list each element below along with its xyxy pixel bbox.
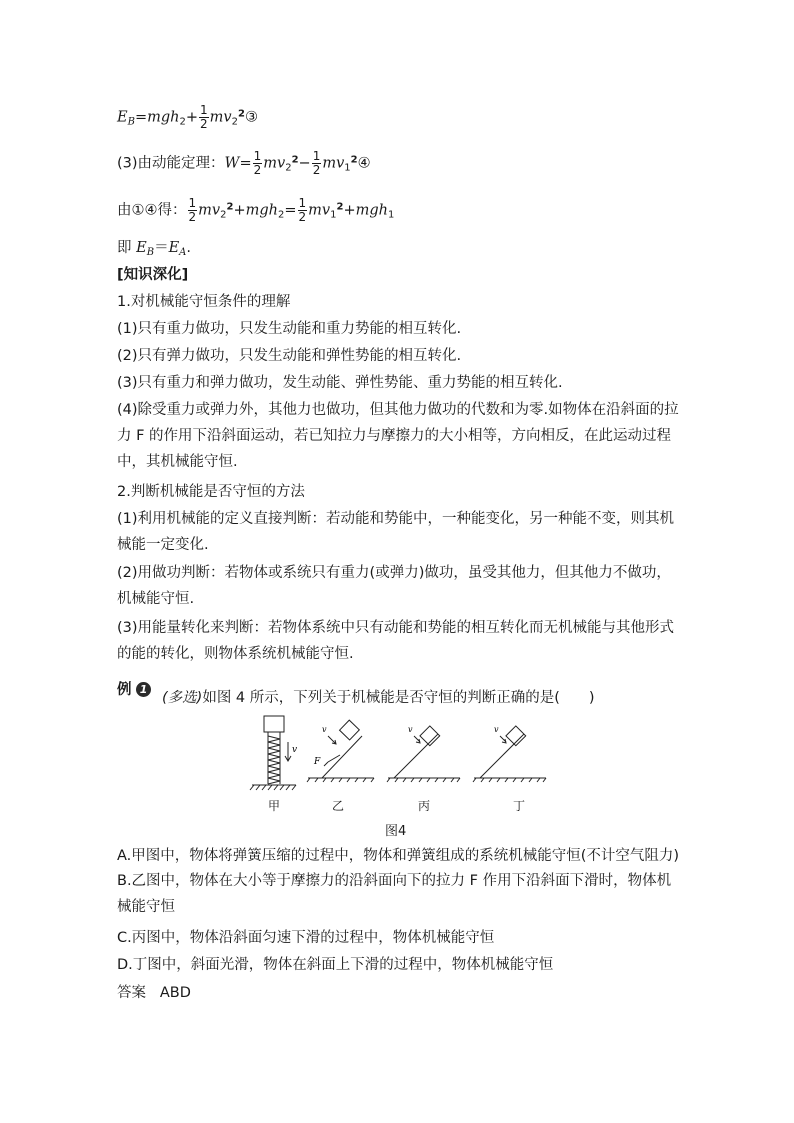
list-item: (1)利用机械能的定义直接判断：若动能和势能中，一种能变化，另一种能不变，则其机械能一定变化. [117,511,675,553]
option-b: B.乙图中，物体在大小等于摩擦力的沿斜面向下的拉力 F 作用下沿斜面下滑时，物体机械能守恒 [117,873,672,915]
equation-combined: 由①④得： $\frac{1}{2}$ $mv_2^2+mgh_2=$ $\frac{1}{2}$ $mv_1^2+mgh_1$ [117,196,395,224]
fraction: $\frac{1}{2}$ [298,196,307,224]
svg-text:v: v [494,725,499,734]
equation-conclusion: 即 $E_B=E_A$. [117,240,191,258]
figure-incline-with-force [307,720,374,782]
svg-text:v: v [292,745,298,755]
fraction: $\frac{1}{2}$ [188,196,197,224]
svg-text:v: v [408,725,413,734]
option-d: D.丁图中，斜面光滑，物体在斜面上下滑的过程中，物体机械能守恒 [117,957,554,973]
figure-label-bing: 丙 [418,799,431,813]
section-title: [知识深化] [117,267,189,283]
equation-work-energy: (3)由动能定理：W= $\frac{1}{2}$ $mv_2^2-$ $\frac{1}{2}$ $mv_1^2④$ [117,149,371,177]
answer-line [117,983,191,1003]
list-item: (3)用能量转化来判断：若物体系统中只有动能和势能的相互转化而无机械能与其他形式的能的转化，则物体系统机械能守恒. [117,620,675,662]
list-item: (2)用做功判断：若物体或系统只有重力(或弹力)做功，虽受其他力，但其他力不做功，机械能守恒. [117,565,671,607]
subsection-title-methods: 2.判断机械能是否守恒的方法 [117,484,305,500]
equation-energy-b: $E_B=mgh_2+$ $\frac{1}{2}$ $mv_2^2③$ [117,103,258,131]
example-question: (多选)如图 4 所示，下列关于机械能是否守恒的判断正确的是( ) [162,690,595,706]
list-item: (2)只有弹力做功，只发生动能和弹性势能的相互转化. [117,348,462,364]
answer-value: ABD [159,985,191,1001]
figure-label-jia: 甲 [268,799,281,813]
figure-label-yi: 乙 [332,799,345,813]
figure-spring [250,716,296,790]
list-item: (4)除受重力或弹力外，其他力也做功，但其他力做功的代数和为零.如物体在沿斜面的拉力 F 的作用下沿斜面运动，若已知拉力与摩擦力的大小相等，方向相反，在此运动过程中，其机械能守恒. [117,402,679,470]
figure-caption: 图4 [385,824,407,839]
list-item: (1)只有重力做功，只发生动能和重力势能的相互转化. [117,321,462,337]
svg-text:v: v [322,725,327,734]
list-item: (3)只有重力和弹力做功，发生动能、弹性势能、重力势能的相互转化. [117,375,563,391]
fraction: $\frac{1}{2}$ [253,149,262,177]
example-number-badge: 1 [136,682,151,697]
figure-label-ding: 丁 [513,799,526,813]
figure-4 [248,712,548,822]
fraction: $\frac{1}{2}$ [312,149,321,177]
svg-text:F: F [314,757,321,767]
subsection-title-conditions: 1.对机械能守恒条件的理解 [117,294,291,310]
example-header: 例 1 [117,680,151,700]
figure-incline-smooth [473,726,546,782]
answer-label: 答案 [117,985,146,1001]
fraction: $\frac{1}{2}$ [200,103,208,131]
option-a: A.甲图中，物体将弹簧压缩的过程中，物体和弹簧组成的系统机械能守恒(不计空气阻力) [117,848,680,864]
figure-incline-uniform [387,726,460,782]
option-c: C.丙图中，物体沿斜面匀速下滑的过程中，物体机械能守恒 [117,930,495,946]
